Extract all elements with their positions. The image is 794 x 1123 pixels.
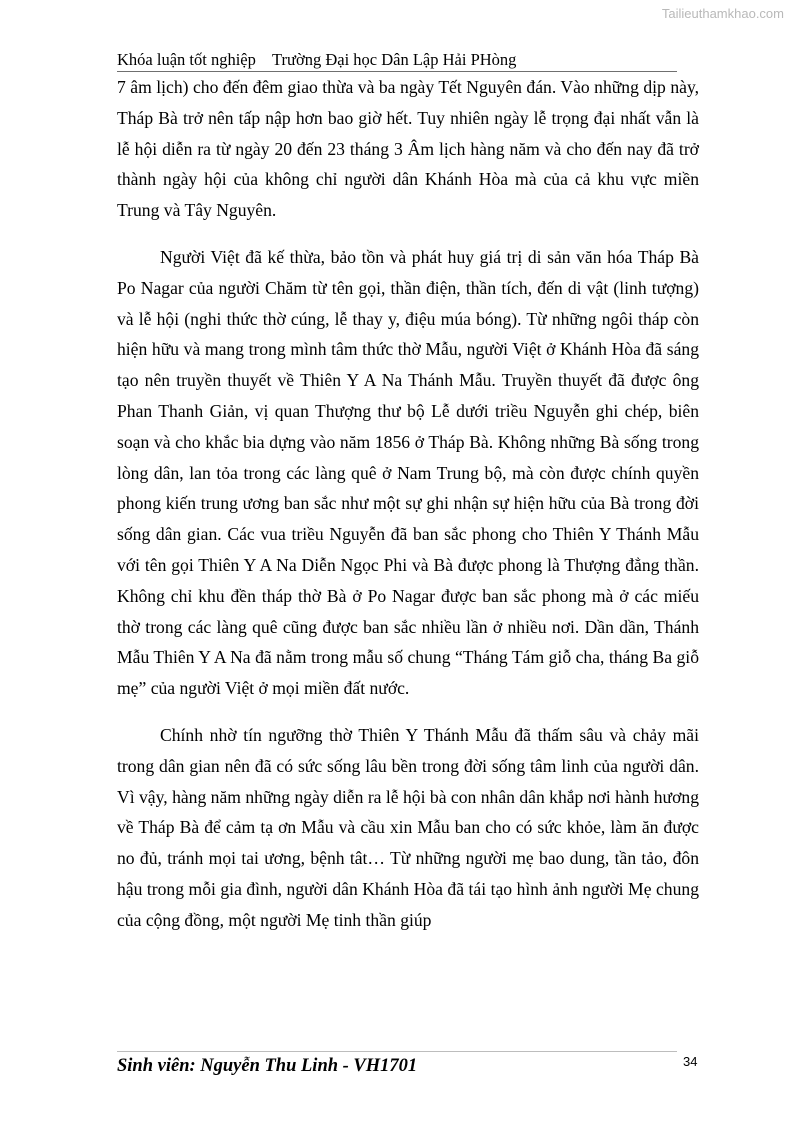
footer-student-name: Sinh viên: Nguyễn Thu Linh - VH1701	[117, 1056, 418, 1076]
page-number: 34	[683, 1054, 698, 1069]
watermark: Tailieuthamkhao.com	[661, 6, 784, 21]
document-body	[117, 72, 699, 952]
paragraph: Chính nhờ tín ngưỡng thờ Thiên Y Thánh Mẫu đã thấm sâu và chảy mãi trong dân gian nên đã có sức sống lâu bền trong đời sống tâm linh của người dân. Vì vậy, hàng năm những ngày diễn ra lễ hội bà con nhân dân khắp nơi hành hương về Tháp Bà để cảm tạ ơn Mẫu và cầu xin Mẫu ban cho có sức khỏe, làm ăn được no đủ, tránh mọi tai ương, bệnh tât… Từ những người mẹ bao dung, tần tảo, đôn hậu trong mỗi gia đình, người dân Khánh Hòa đã tái tạo hình ảnh người Mẹ chung của cộng đồng, một người Mẹ tinh thần giúp	[117, 724, 699, 930]
paragraph-continued: 7 âm lịch) cho đến đêm giao thừa và ba ngày Tết Nguyên đán. Vào những dịp này, Tháp Bà trở nên tấp nập hơn bao giờ hết. Tuy nhiên ngày lễ trọng đại nhất vẫn là lễ hội diễn ra từ ngày 20 đến 23 tháng 3 Âm lịch hàng năm và cho đến nay đã trở thành ngày hội của không chỉ người dân Khánh Hòa mà của cả khu vực miền Trung và Tây Nguyên.	[117, 77, 699, 221]
page-header: Khóa luận tốt nghiệp Trường Đại học Dân Lập Hải PHòng	[117, 50, 517, 69]
paragraph: Người Việt đã kế thừa, bảo tồn và phát huy giá trị di sản văn hóa Tháp Bà Po Nagar của người Chăm từ tên gọi, thần điện, thần tích, đến di vật (linh tượng) và lễ hội (nghi thức thờ cúng, lễ thay y, điệu múa bóng). Từ những ngôi tháp còn hiện hữu và mang trong mình tâm thức thờ Mẫu, người Việt ở Khánh Hòa đã sáng tạo nên truyền thuyết về Thiên Y A Na Thánh Mẫu. Truyền thuyết đã được ông Phan Thanh Giản, vị quan Thượng thư bộ Lễ dưới triều Nguyễn ghi chép, biên soạn và cho khắc bia dựng vào năm 1856 ở Tháp Bà. Không những Bà sống trong lòng dân, lan tỏa trong các làng quê ở Nam Trung bộ, mà còn được chính quyền phong kiến trung ương ban sắc như một sự ghi nhận sự hiện hữu của Bà trong đời sống dân gian. Các vua triều Nguyễn đã ban sắc phong cho Thiên Y Thánh Mẫu với tên gọi Thiên Y A Na Diễn Ngọc Phi và Bà được phong là Thượng đẳng thần. Không chỉ khu đền tháp thờ Bà ở Po Nagar được ban sắc phong mà ở các miếu thờ trong các làng quê cũng được ban sắc nhiều lần ở nhiều nơi. Dần dần, Thánh Mẫu Thiên Y A Na đã nằm trong mẫu số chung “Tháng Tám giỗ cha, tháng Ba giỗ mẹ” của người Việt ở mọi miền đất nước.	[117, 246, 699, 699]
footer-divider	[117, 1051, 677, 1052]
